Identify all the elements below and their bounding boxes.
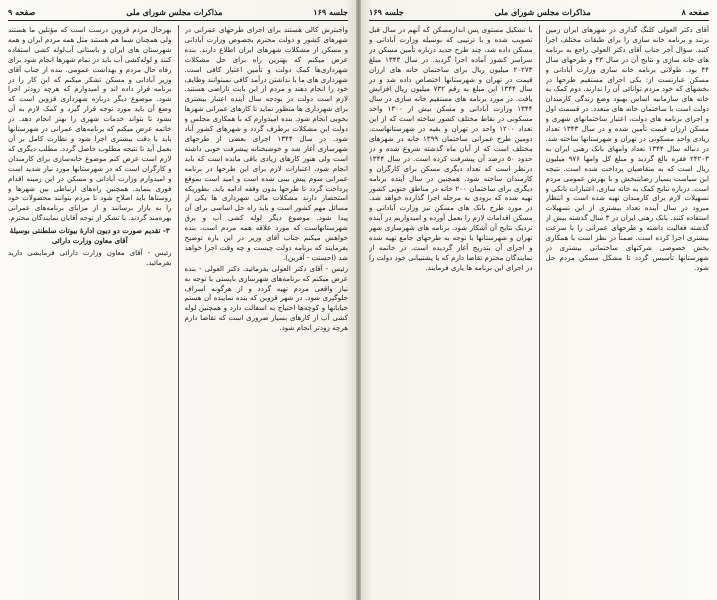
- section-heading: ۳- تقدیم صورت دو دیون ادارهٔ بیوتات سلطنتی بوسیلهٔ آقای معاون وزارت دارائی: [9, 226, 170, 246]
- right-page: [361, 0, 717, 600]
- paragraph: واجبترش کالی هستند برای اجرای طرحهای عمرانی در شهرهای کشور و دولت محترم بخصوص وزارت آبادانی و مسکن از مشکلات شهرهای ایران اطلاع دارند. بنده عرض میکنم که بهترین راه برای حل مشکلات شهرداری‌ها کمک دولت و تأمین اعتبار کافی است. شهرداری های ما با نداشتن درآمد کافی نمیتوانند وظایف خود را انجام دهند و مردم از این بابت ناراضی هستند. لازم است دولت در بودجه سال آینده اعتبار بیشتری برای شهرداری ها منظور نماید تا کارهای عمرانی شهرها بخوبی انجام شود. بنده امیدوارم که با همکاری مجلس و دولت این مشکلات برطرف گردد و شهرهای کشور آباد شود. در سال ۱۳۴۴ اجرای بعضی از طرحهای شهرسازی آغاز شد و خوشبختانه پیشرفت خوبی داشته است ولی هنوز کارهای زیادی باقی مانده است که باید انجام شود. اعتبارات لازم برای این طرحها در برنامه عمرانی سوم پیش بینی شده است و امید است بموقع پرداخت گردد تا طرحها بدون وقفه ادامه یابد. بطوریکه استحضار دارند مشکلات مالی شهرداری ها یکی از مسائل مهم کشور است و باید راه حل اساسی برای آن پیدا شود. موضوع دیگر لوله کشی آب و برق شهرستانهاست که مورد علاقه همه مردم است. بنده خواهش میکنم جناب آقای وزیر در این باره توضیح بفرمایند که برنامه دولت چیست و چه وقت اجرا خواهد شد (احسنت - آفرین).: [184, 25, 348, 262]
- paragraph: با تشکیل مستوی پس اندازمسکن که آنهم در سال قبل تصویب شده و با ترتیبی که بوسیله وزارت آبادانی و مسکن داده شد، چند طرح جدید درباره تأمین مسکن در سراسر کشور آماده اجرا گردید. در سال ۱۳۴۳ مبلغ ۲۰۲۷۳ میلیون ریال برای ساختمان خانه های ارزان قیمت در تهران و شهرستانها اختصاص داده شد و در سال ۱۳۴۴ این مبلغ به رقم ۷۳۲ میلیون ریال افزایش یافت. در مورد برنامه های مستقیم خانه سازی در سال ۱۳۴۴ وزارت آبادانی و مسکن بیش از ۱۳۰۰ واحد مسکونی در نقاط مختلف کشور ساخته است که از این تعداد ۱۲۰۰ واحد در تهران و بقیه در شهرستانهاست. دومین طرح عمرانی ساختمان ۱۳۹۹ خانه در شهرهای مختلف است که از آبان ماه گذشته شروع شده و در حدود ۵۰ درصد آن پیشرفت کرده است. در سال ۱۳۴۴ درنظر است که تعداد دیگری مسکن برای کارگران و کارمندان ساخته شود. همچنین در سال آینده برنامه دیگری برای ساختمان ۲۰۰ خانه در مناطق جنوبی کشور تهیه شده که بزودی به مرحله اجرا گذارده خواهد شد. در مورد طرح بانک های مسکن نیز وزارت آبادانی و مسکن اقدامات لازم را بعمل آورده و امیدواریم در آینده نزدیک نتایج آن آشکار شود. برنامه های شهرسازی شهر تهران و شهرستانها با توجه به طرحهای جامع تهیه شده و اجرای آن بتدریج آغاز گردیده است. در خاتمه از نمایندگان محترم تقاضا دارم که با پشتیبانی خود دولت را در اجرای این برنامه ها یاری فرمایند.: [369, 25, 533, 272]
- left-page-column-left: [8, 25, 172, 600]
- right-page-columns: [369, 25, 709, 600]
- paragraph: آقای دکتر العولی کلنگ گذاری در شهرهای ایران زمین بزنند و برنامه خانه سازی را برای طبقات مختلف اجرا کنند. سؤال آخر جناب آقای دکتر العولی راجع به برنامه های خانه سازی و نتایج آن در سال ۴۳ و طرحهای سال ۴۴ بود. طولانی برنامه خانه سازی وزارت آبادانی و مسکن عبارتست از: یکی اجرای مستقیم طرحها در بخشهای که خود مردم توانائی آن را ندارند. دوم کمک به خانه های سازمانیه اساس بهبود وضع زندگی کارمندان دولت است با ساختمان خانه های متعدد. در قسمت اول و اجرای برنامه های دولت، اعتبار ساختمانهای شهری و مسکن ارزان قیمت تأمین شده و در سال ۱۳۴۳ تعداد زیادی واحد مسکونی در تهران و شهرستانها ساخته شد. در دنباله سال ۱۳۴۴ تعداد وامهای بانک رهنی ایران به ۲۴۲۰۳ فقره بالغ گردید و مبلغ کل وامها ۹۷۶ میلیون ریال است که به متقاضیان پرداخت شده است. نتیجه این سیاست بسیار رضایتبخش و با بهرش عمومی مردم است. درباره نتایج کمک به خانه سازی، اعتبارات بانکی و تسهیلات لازم برای کارمندان تهیه شده است و انتظار میرود در سال آینده تعداد بیشتری از این تسهیلات استفاده کنند. بانک رهنی ایران در ۳ سال گذشته بیش از گذشته فعالیت داشته و طرحهای عمرانی را با سرعت بیشتری اجرا کرده است. ضمناً در نظر است با همکاری بخش خصوصی شرکتهای ساختمانی بیشتری در شهرستانها تأسیس گردد تا مشکل مسکن مردم حل شود.: [545, 25, 709, 272]
- left-page-column-right: [185, 25, 349, 600]
- right-page-journal-title: مذاکرات مجلس شورای ملی: [494, 7, 591, 17]
- left-page: [0, 0, 356, 600]
- right-page-column-left: [369, 25, 533, 600]
- paragraph: رئیس - آقای دکتر العولی بفرمائید. دکتر العولی - بنده عرض میکنم که برنامه‌های شهرسازی بایستی با توجه به نیاز واقعی مردم تهیه گردد و از هرگونه اسراف جلوگیری شود. در شهر قزوین که بنده نماینده آن هستم خیابانها و کوچه‌ها احتیاج به اسفالت دارد و همچنین لوله کشی آب از کارهای بسیار ضروری است که تقاضا دارم هرچه زودتر انجام شود.: [184, 263, 348, 333]
- left-page-columns: [8, 25, 348, 600]
- right-page-number: صفحه ۸: [681, 7, 709, 17]
- left-page-journal-title: مذاکرات مجلس شورای ملی: [126, 7, 223, 17]
- left-page-header: [8, 6, 348, 21]
- right-page-column-right: [546, 25, 710, 600]
- column-divider: [178, 25, 179, 600]
- right-page-session-label: جلسه ۱۶۹: [369, 7, 404, 17]
- left-page-number: صفحه ۹: [8, 7, 36, 17]
- paragraph: رئیس - آقای معاون وزارت دارائی فرمایشی دارید بفرمائید.: [8, 247, 172, 267]
- column-divider: [539, 25, 540, 600]
- paragraph: بهرحال مردم قزوین درست است که مؤتلین ما هستند ولی همچنان شما هم هستند مثل همه مردم ایران و همه شهرستان های ایران و باستانی آب‌لوله کشی استفاده کنند و لوله‌کشی آب باید در تمام شهرها انجام شود برای رفاه حال مردم و بهداشت عمومی. بنده از جناب آقای وزیر آبادانی و مسکن تشکر میکنم که این کار را در برنامه قرار داده اند و امیدوارم که هرچه زودتر اجرا شود. موضوع دیگر درباره شهرداری قزوین است که وضع آن باید مورد توجه قرار گیرد و کمک لازم به آن بشود تا بتواند خدمات شهری را بهتر انجام دهد. در خاتمه عرض میکنم که برنامه‌های عمرانی در شهرستانها باید با دقت بیشتری اجرا شود و نظارت کامل بر آن بعمل آید تا نتیجه مطلوب حاصل گردد. مطلب دیگری که لازم است عرض کنم موضوع خانه‌سازی برای کارمندان و کارگران است که در شهرستانها مورد نیاز شدید است و امیدوارم وزارت آبادانی و مسکن در این زمینه اقدام فوری بنماید. همچنین راه‌های ارتباطی بین شهرها و روستاها باید اصلاح شود تا مردم بتوانند محصولات خود را به بازار برسانند و از مزایای برنامه‌های عمرانی بهره‌مند گردند. با تشکر از توجه آقایان نمایندگان محترم.: [8, 25, 172, 223]
- right-page-header: [369, 6, 709, 21]
- left-page-session-label: جلسه ۱۶۹: [313, 7, 348, 17]
